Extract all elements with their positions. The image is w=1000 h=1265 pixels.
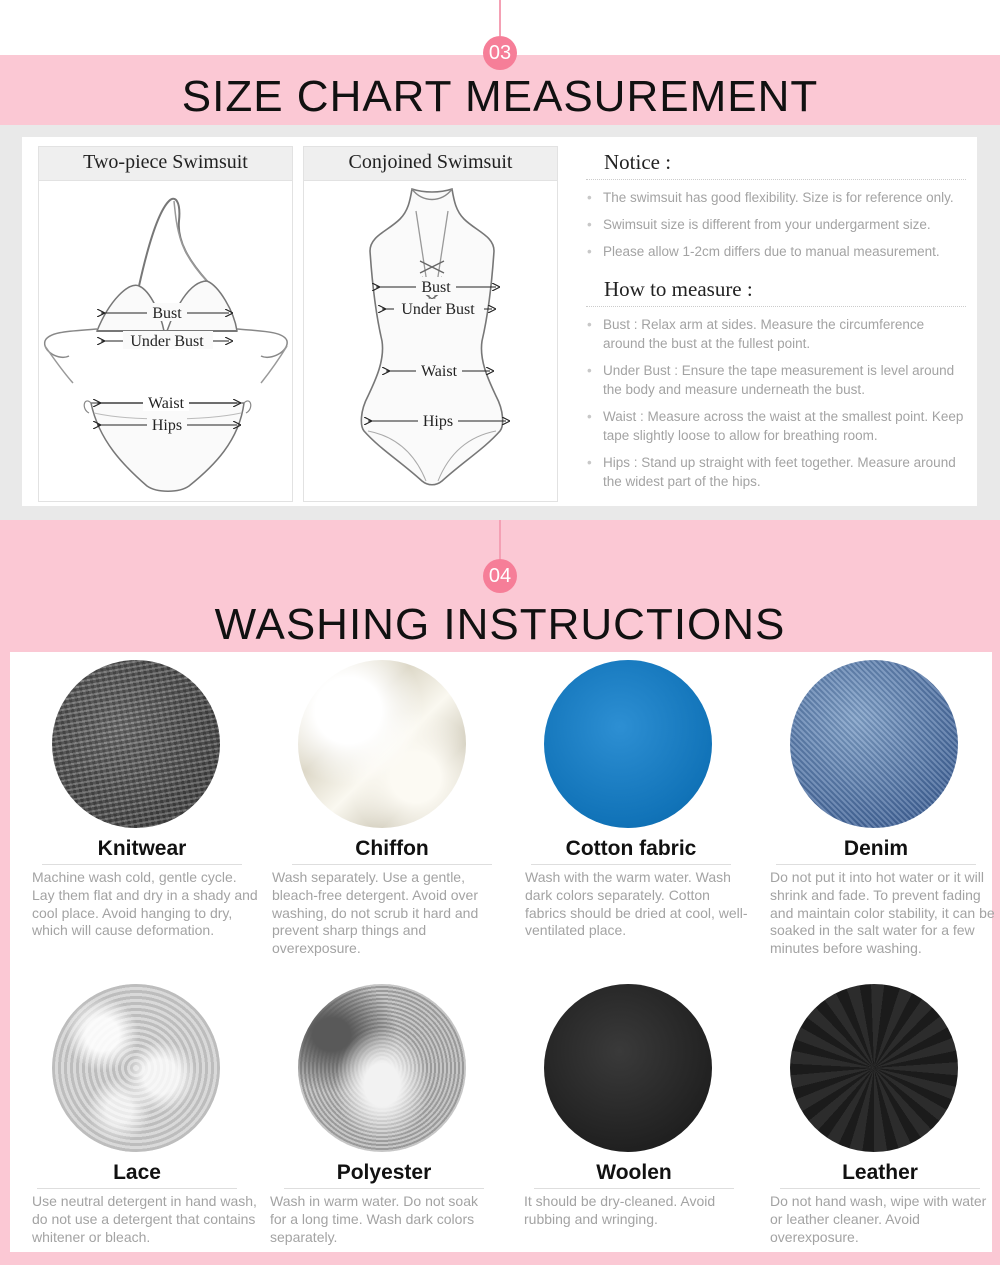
how-to-item: • Bust : Relax arm at sides. Measure the circumference around the bust at the fullest point. [586, 315, 966, 353]
fabric-name: Lace [37, 1161, 237, 1189]
conjoined-heading: Conjoined Swimsuit [304, 147, 557, 181]
how-to-measure-title: How to measure : [586, 277, 966, 307]
fabric-name: Woolen [534, 1161, 734, 1189]
two-piece-diagram-card [38, 146, 293, 502]
conjoined-swimsuit-illustration [304, 181, 559, 501]
fabric-description: Do not hand wash, wipe with water or leather cleaner. Avoid overexposure. [770, 1193, 987, 1245]
two-piece-hips-label: Hips [151, 417, 183, 434]
section-number-badge: 03 [483, 36, 517, 70]
size-chart-title: SIZE CHART MEASUREMENT [181, 72, 819, 121]
top-connector-line [499, 0, 501, 36]
one-piece-body [361, 189, 502, 485]
woolen-swatch [544, 984, 712, 1152]
conjoined-waist-label: Waist [420, 363, 458, 380]
two-piece-heading: Two-piece Swimsuit [39, 147, 292, 181]
lace-swatch [52, 984, 220, 1152]
conjoined-hips-label: Hips [422, 413, 454, 430]
notice-item: • Swimsuit size is different from your undergarment size. [586, 215, 966, 234]
notice-title: Notice : [586, 150, 966, 180]
fabric-description: Use neutral detergent in hand wash, do not use a detergent that contains whitener or bleach. [32, 1193, 257, 1245]
notice-list [586, 188, 966, 261]
two-piece-under-bust-label: Under Bust [130, 333, 204, 350]
fabric-name: Denim [776, 837, 976, 865]
fabric-description: Wash with the warm water. Wash dark colors separately. Cotton fabrics should be dried at cool, well-ventilated place. [525, 869, 748, 939]
conjoined-under-bust-label: Under Bust [401, 301, 475, 318]
fabric-name: Chiffon [292, 837, 492, 865]
washing-title: WASHING INSTRUCTIONS [214, 600, 786, 649]
two-piece-swimsuit-illustration [39, 181, 294, 501]
fabric-description: Machine wash cold, gentle cycle. Lay them flat and dry in a shady and cool place. Avoid hanging to dry, which will cause deformation. [32, 869, 258, 939]
chiffon-swatch [298, 660, 466, 828]
fabric-description: Wash separately. Use a gentle, bleach-free detergent. Avoid over washing, do not scrub it hard and prevent sharp things and overexposure. [272, 869, 479, 957]
section-number-badge: 04 [483, 559, 517, 593]
fabric-name: Cotton fabric [531, 837, 731, 865]
fabric-name: Polyester [284, 1161, 484, 1189]
notice-panel [586, 150, 966, 499]
two-piece-waist-label: Waist [147, 395, 185, 412]
knitwear-swatch [52, 660, 220, 828]
how-to-item: • Under Bust : Ensure the tape measurement is level around the body and measure underneath the bust. [586, 361, 966, 399]
size-chart-section [0, 0, 1000, 520]
two-piece-bust-label: Bust [152, 305, 182, 322]
fabric-description: Wash in warm water. Do not soak for a long time. Wash dark colors separately. [270, 1193, 479, 1245]
fabric-name: Knitwear [42, 837, 242, 865]
polyester-swatch [298, 984, 466, 1152]
notice-item: • The swimsuit has good flexibility. Size is for reference only. [586, 188, 966, 207]
fabric-description: Do not put it into hot water or it will shrink and fade. To prevent fading and maintain color stability, it can be soaked in the salt water for a few minutes before washing. [770, 869, 995, 957]
how-to-item: • Waist : Measure across the waist at the smallest point. Keep tape slightly loose to allow for breathing room. [586, 407, 966, 445]
mid-connector-line [499, 520, 501, 560]
denim-swatch [790, 660, 958, 828]
how-to-measure-list [586, 315, 966, 491]
fabric-description: It should be dry-cleaned. Avoid rubbing and wringing. [524, 1193, 716, 1227]
cotton-swatch [544, 660, 712, 828]
how-to-item: • Hips : Stand up straight with feet together. Measure around the widest part of the hips. [586, 453, 966, 491]
conjoined-bust-label: Bust [421, 279, 451, 296]
notice-item: • Please allow 1-2cm differs due to manual measurement. [586, 242, 966, 261]
leather-swatch [790, 984, 958, 1152]
conjoined-diagram-card [303, 146, 558, 502]
fabric-name: Leather [780, 1161, 980, 1189]
